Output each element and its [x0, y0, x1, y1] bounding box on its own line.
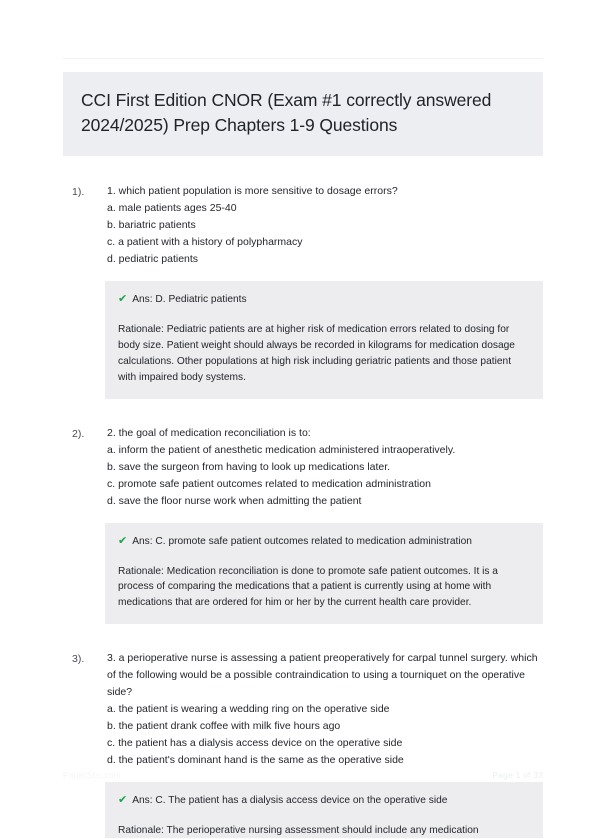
- question-stem: 2. the goal of medication reconciliation is to:: [107, 426, 311, 439]
- question-item: [0, 650, 606, 838]
- question-item: [0, 183, 606, 399]
- choice-a[interactable]: a. the patient is wearing a wedding ring on the operative side: [107, 703, 390, 716]
- answer-panel: [105, 281, 543, 399]
- choice-b[interactable]: b. save the surgeon from having to look up medications later.: [107, 460, 391, 473]
- answer-panel: [105, 782, 543, 838]
- rationale-text: Rationale: Medication reconciliation is done to promote safe patient outcomes. It is a process of comparing the medications that a patient is currently using at home with medications that are ordered for him or her by the current health care provider.: [118, 565, 498, 609]
- answer-line: [118, 534, 530, 550]
- spacer: [0, 624, 606, 650]
- choice-b[interactable]: b. bariatric patients: [107, 219, 196, 231]
- choice-c[interactable]: c. the patient has a dialysis access device on the operative side: [107, 737, 403, 750]
- page-title: CCI First Edition CNOR (Exam #1 correctly answered 2024/2025) Prep Chapters 1-9 Questions: [63, 72, 543, 156]
- question-body: [107, 425, 546, 625]
- choice-a[interactable]: a. male patients ages 25-40: [107, 202, 237, 214]
- answer-line: [118, 292, 530, 308]
- page-footer: [0, 765, 606, 785]
- question-list: [0, 183, 606, 838]
- choice-d[interactable]: d. save the floor nurse work when admitting the patient: [107, 494, 362, 507]
- answer-line: [118, 793, 530, 809]
- question-stem: 1. which patient population is more sensitive to dosage errors?: [107, 185, 398, 197]
- choice-b[interactable]: b. the patient drank coffee with milk five hours ago: [107, 720, 341, 733]
- check-icon: ✔: [118, 293, 128, 305]
- page-number-label: Page 1 of 33: [492, 770, 543, 780]
- question-body: [107, 650, 546, 838]
- choice-d[interactable]: d. pediatric patients: [107, 253, 199, 265]
- question-marker: 1).: [72, 186, 85, 198]
- watermark-label: PaperStic.com: [63, 770, 121, 780]
- rationale-text: Rationale: Pediatric patients are at higher risk of medication errors related to dosing for body size. Patient weight should always be recorded in kilograms for medication dosage calculations. Other populations at high risk including geriatric patients and those patient with impaired body systems.: [118, 323, 515, 383]
- choice-d[interactable]: d. the patient's dominant hand is the same as the operative side: [107, 754, 404, 767]
- choice-a[interactable]: a. inform the patient of anesthetic medication administered intraoperatively.: [107, 443, 456, 456]
- rationale-text: Rationale: The perioperative nursing assessment should include any medication: [118, 825, 479, 837]
- question-marker: 2).: [72, 427, 85, 440]
- answer-text: Ans: C. The patient has a dialysis access device on the operative side: [132, 795, 448, 807]
- header-divider: [63, 58, 543, 59]
- check-icon: ✔: [118, 794, 128, 807]
- question-stem: 3. a perioperative nurse is assessing a patient preoperatively for carpal tunnel surgery. which of the following would be a possible contraindication to using a tourniquet on the operative side?: [107, 652, 538, 699]
- choice-c[interactable]: c. promote safe patient outcomes related to medication administration: [107, 477, 431, 490]
- answer-text: Ans: C. promote safe patient outcomes related to medication administration: [132, 535, 472, 547]
- question-body: [107, 183, 546, 399]
- check-icon: ✔: [118, 534, 128, 547]
- question-item: [0, 425, 606, 625]
- spacer: [0, 399, 606, 425]
- answer-text: Ans: D. Pediatric patients: [132, 294, 247, 305]
- choice-c[interactable]: c. a patient with a history of polypharmacy: [107, 236, 303, 248]
- question-marker: 3).: [72, 653, 85, 666]
- answer-panel: [105, 523, 543, 625]
